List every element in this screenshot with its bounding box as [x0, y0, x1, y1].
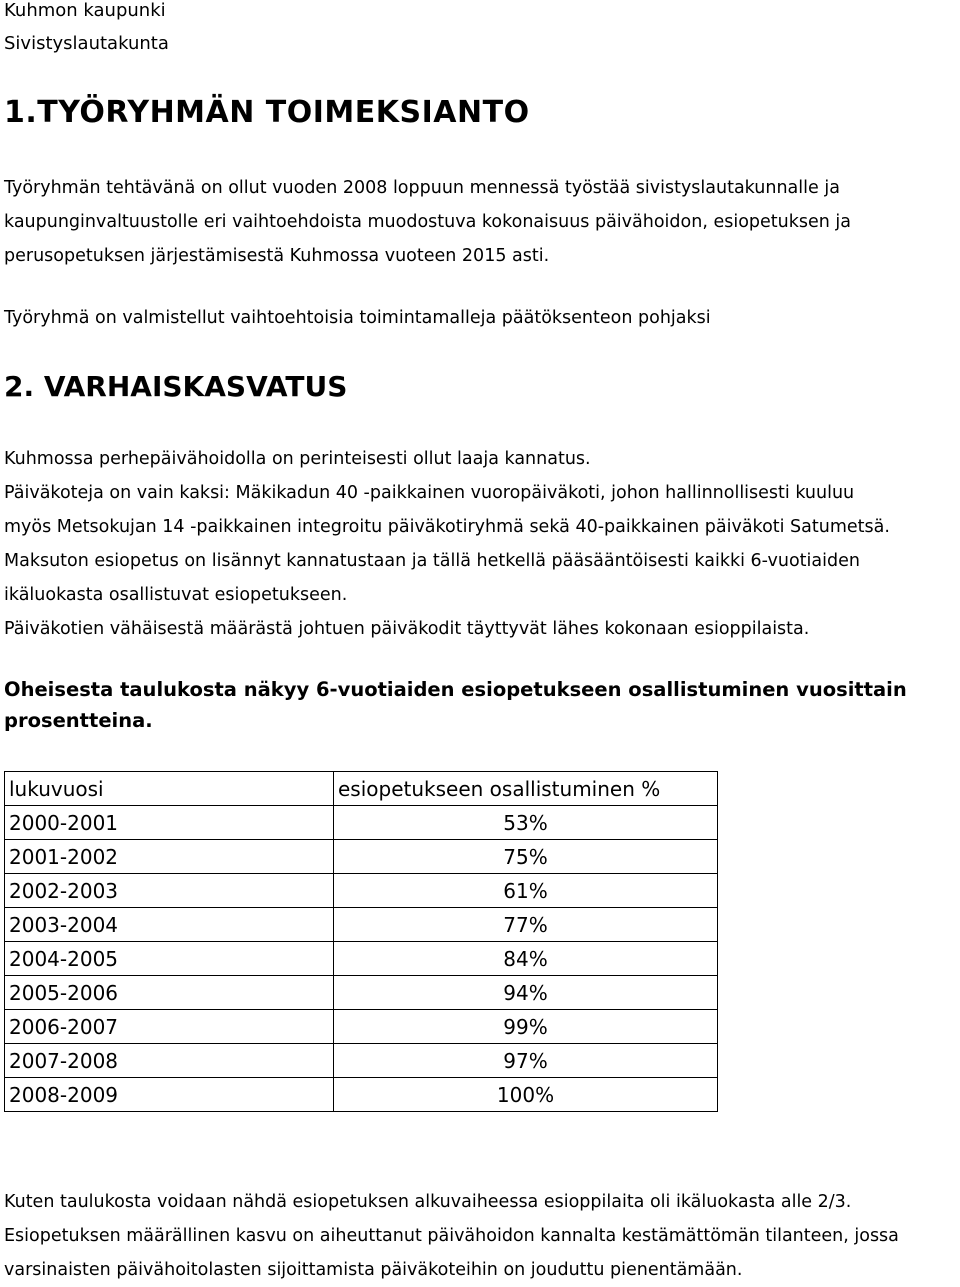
year-cell: 2004-2005 — [5, 942, 334, 976]
table-row — [5, 874, 718, 908]
percent-cell — [334, 942, 718, 976]
year-cell: 2008-2009 — [5, 1078, 334, 1112]
percent-value: 97% — [503, 1048, 548, 1073]
paragraph-line: Kuhmossa perhepäivähoidolla on perinteisesti ollut laaja kannatus. — [4, 449, 591, 469]
section1-paragraph2: Työryhmä on valmistellut vaihtoehtoisia toimintamalleja päätöksenteon pohjaksi — [4, 308, 711, 328]
percent-value: 77% — [503, 912, 548, 937]
percent-cell — [334, 1010, 718, 1044]
header-cell-year: lukuvuosi — [5, 772, 334, 806]
paragraph-line: myös Metsokujan 14 -paikkainen integroitu päiväkotiryhmä sekä 40-paikkainen päiväkoti Satumetsä. — [4, 517, 890, 537]
year-cell: 2000-2001 — [5, 806, 334, 840]
footer-paragraph — [4, 1185, 959, 1287]
year-cell: 2003-2004 — [5, 908, 334, 942]
year-cell: 2006-2007 — [5, 1010, 334, 1044]
paragraph-line: Päiväkotien vähäisestä määrästä johtuen päiväkodit täyttyvät lähes kokonaan esioppilaista. — [4, 619, 810, 639]
table-row — [5, 1010, 718, 1044]
percent-cell — [334, 976, 718, 1010]
paragraph-line: Kuten taulukosta voidaan nähdä esiopetuksen alkuvaiheessa esioppilaita oli ikäluokasta alle 2/3. — [4, 1192, 852, 1212]
percent-value: 94% — [503, 980, 548, 1005]
percent-cell — [334, 1044, 718, 1078]
table-header-row — [5, 772, 718, 806]
percent-cell — [334, 840, 718, 874]
table-intro — [4, 674, 959, 736]
percent-value: 84% — [503, 946, 548, 971]
paragraph-line: Esiopetuksen määrällinen kasvu on aiheuttanut päivähoidon kannalta kestämättömän tilanteen, jossa — [4, 1226, 899, 1246]
paragraph-line: varsinaisten päivähoitolasten sijoittamista päiväkoteihin on jouduttu pienentämään. — [4, 1260, 743, 1280]
percent-cell — [334, 874, 718, 908]
percent-value: 75% — [503, 844, 548, 869]
percent-cell — [334, 908, 718, 942]
table-row — [5, 976, 718, 1010]
department-name: Sivistyslautakunta — [4, 33, 169, 54]
year-cell: 2001-2002 — [5, 840, 334, 874]
percent-value: 99% — [503, 1014, 548, 1039]
table-row — [5, 908, 718, 942]
org-name: Kuhmon kaupunki — [4, 0, 166, 21]
paragraph-line: perusopetuksen järjestämisestä Kuhmossa vuoteen 2015 asti. — [4, 246, 550, 266]
percent-value: 100% — [496, 1082, 555, 1107]
percent-cell — [334, 806, 718, 840]
year-cell: 2002-2003 — [5, 874, 334, 908]
percent-value: 61% — [503, 878, 548, 903]
bold-line: prosentteina. — [4, 709, 153, 732]
year-cell: 2007-2008 — [5, 1044, 334, 1078]
paragraph-line: ikäluokasta osallistuvat esiopetukseen. — [4, 585, 348, 605]
section1-title: 1.TYÖRYHMÄN TOIMEKSIANTO — [4, 95, 530, 130]
paragraph-line: kaupunginvaltuustolle eri vaihtoehdoista muodostuva kokonaisuus päivähoidon, esiopetuksen ja — [4, 212, 851, 232]
section2-title: 2. VARHAISKASVATUS — [4, 370, 348, 403]
participation-table — [4, 771, 718, 1112]
paragraph-line: Maksuton esiopetus on lisännyt kannatustaan ja tällä hetkellä pääsääntöisesti kaikki 6-vuotiaiden — [4, 551, 860, 571]
section1-paragraph — [4, 171, 959, 273]
section2-paragraph — [4, 442, 959, 646]
table-row — [5, 1044, 718, 1078]
table-row — [5, 840, 718, 874]
table-row — [5, 1078, 718, 1112]
percent-value: 53% — [503, 810, 548, 835]
paragraph-line: Työryhmän tehtävänä on ollut vuoden 2008 loppuun mennessä työstää sivistyslautakunnalle ja — [4, 178, 840, 198]
year-cell: 2005-2006 — [5, 976, 334, 1010]
table-row — [5, 806, 718, 840]
percent-cell — [334, 1078, 718, 1112]
header-cell-percent: esiopetukseen osallistuminen % — [334, 772, 718, 806]
table-row — [5, 942, 718, 976]
bold-line: Oheisesta taulukosta näkyy 6-vuotiaiden esiopetukseen osallistuminen vuosittain — [4, 678, 907, 701]
paragraph-line: Päiväkoteja on vain kaksi: Mäkikadun 40 -paikkainen vuoropäiväkoti, johon hallinnollisesti kuuluu — [4, 483, 855, 503]
